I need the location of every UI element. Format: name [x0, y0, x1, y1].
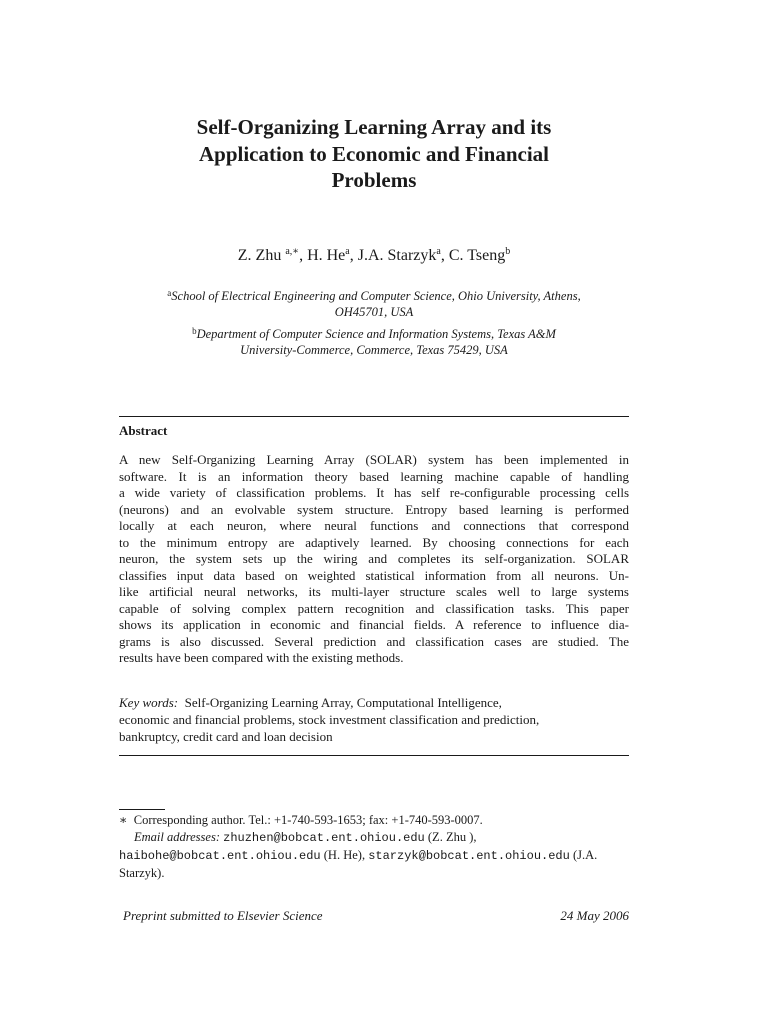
footnote-line	[119, 829, 629, 847]
abstract-line: to the minimum entropy are adaptively learned. By choosing connections for each	[119, 534, 629, 550]
abstract-line: (neurons) and an evolvable system structure. Entropy based learning is performed	[119, 501, 629, 517]
affiliation-text: Department of Computer Science and Information Systems, Texas A&M	[196, 327, 556, 341]
footnote-rule	[119, 809, 165, 810]
affiliation-text: School of Electrical Engineering and Computer Science, Ohio University, Athens,	[171, 289, 581, 303]
affiliation-mark: b	[192, 326, 197, 336]
keywords-label: Key words:	[119, 695, 179, 710]
abstract-line: neuron, the system sets up the wiring and completes its self-organization. SOLAR	[119, 551, 629, 566]
author-name: J.A. Starzyk	[357, 247, 437, 264]
affiliation-line: University-Commerce, Commerce, Texas 75429, USA	[240, 343, 508, 357]
author-name: C. Tseng	[448, 247, 506, 264]
keywords-line: Self-Organizing Learning Array, Computational Intelligence,	[184, 695, 502, 710]
email-owner: (J.A.	[572, 848, 598, 862]
keywords-line: bankruptcy, credit card and loan decision	[119, 729, 333, 744]
keywords-first-line	[119, 694, 629, 711]
email-link-he[interactable]: haibohe@bobcat.ent.ohiou.edu	[119, 849, 321, 863]
email-owner: (Z. Zhu ),	[427, 830, 477, 844]
author-mark: a	[436, 246, 441, 257]
affiliation-line	[119, 288, 629, 304]
preprint-note: Preprint submitted to Elsevier Science	[123, 908, 323, 923]
abstract-line: classifies input data based on weighted statistical information from all neurons. Un-	[119, 567, 629, 583]
footnote-line	[119, 812, 629, 829]
author-name: H. He	[307, 247, 346, 264]
corresponding-author: Corresponding author. Tel.: +1-740-593-1653; fax: +1-740-593-0007.	[133, 813, 483, 827]
author-mark: a	[345, 246, 350, 257]
footnote-line	[119, 847, 629, 865]
email-label: Email addresses:	[134, 830, 220, 844]
abstract-line: results have been compared with the existing methods.	[119, 650, 404, 665]
author-separator: ,	[440, 247, 449, 264]
abstract-line: grams is also discussed. Several prediction and classification cases are studied. The	[119, 633, 629, 649]
title-line: Application to Economic and Financial	[198, 141, 550, 166]
abstract-line: shows its application in economic and financial fields. A reference to influence dia-	[119, 617, 629, 632]
abstract-body	[119, 452, 629, 667]
email-link-zhu[interactable]: zhuzhen@bobcat.ent.ohiou.edu	[223, 831, 425, 845]
author-separator: ,	[299, 247, 308, 264]
title-line: Problems	[331, 168, 417, 192]
author-separator: ,	[349, 247, 358, 264]
abstract-line: software. It is an information theory based learning machine capable of handling	[119, 468, 629, 484]
affiliation-line: OH45701, USA	[334, 305, 414, 319]
affiliation-a	[119, 288, 629, 320]
keywords-block	[119, 694, 629, 745]
abstract-top-rule	[119, 416, 629, 417]
author-name: Z. Zhu	[237, 247, 282, 264]
abstract-line: A new Self-Organizing Learning Array (SOLAR) system has been implemented in	[119, 452, 629, 467]
author-mark: b	[505, 246, 511, 257]
email-owner: (H. He),	[323, 848, 366, 862]
abstract-line: like artificial neural networks, its multi-layer structure scales well to large systems	[119, 584, 629, 599]
abstract-line: a wide variety of classification problems. It has self re-configurable processing cells	[119, 485, 629, 500]
abstract-line: capable of solving complex pattern recognition and classification tasks. This paper	[119, 600, 629, 616]
title-line: Self-Organizing Learning Array and its	[196, 115, 552, 139]
email-link-starzyk[interactable]: starzyk@bobcat.ent.ohiou.edu	[368, 849, 570, 863]
abstract-bottom-rule	[119, 755, 629, 756]
affiliation-line	[119, 326, 629, 342]
footer-date: 24 May 2006	[560, 908, 629, 923]
affiliation-mark: a	[167, 288, 172, 298]
paper-title	[119, 114, 629, 194]
abstract-line: locally at each neuron, where neural functions and connections that correspond	[119, 518, 629, 533]
footnote-mark: ∗	[119, 813, 128, 827]
footnote-line: Starzyk).	[119, 866, 165, 880]
author-list	[119, 246, 629, 266]
footnote	[119, 812, 629, 882]
affiliation-b	[119, 326, 629, 358]
author-mark: a,∗	[285, 246, 300, 257]
keywords-line: economic and financial problems, stock investment classification and prediction,	[119, 712, 540, 727]
abstract-heading: Abstract	[119, 423, 168, 438]
